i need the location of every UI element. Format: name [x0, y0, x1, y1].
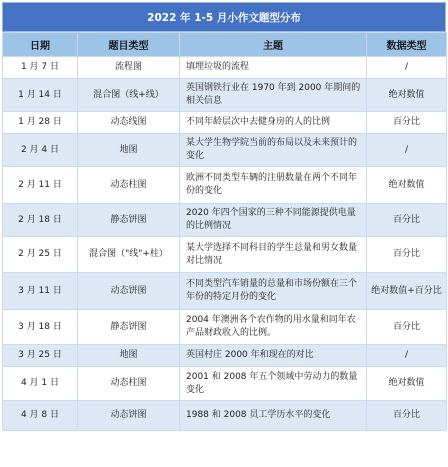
- schedule-document: [2, 2, 446, 465]
- date-cell: 2 月 11 日: [3, 167, 78, 204]
- table-row: [3, 310, 447, 345]
- topic-cell: 2001 和 2008 年五个领域中劳动力的数量变化: [180, 367, 367, 401]
- date-cell: 3 月 18 日: [3, 310, 78, 345]
- date-cell: 1 月 7 日: [3, 57, 78, 79]
- date-cell: 4 月 8 日: [3, 401, 78, 431]
- table-row: [3, 345, 447, 367]
- header-type: 题目类型: [78, 33, 180, 57]
- table-title: 2022 年 1-5 月小作文题型分布: [2, 2, 446, 32]
- table-row: [3, 134, 447, 167]
- type-cell: 静态饼图: [78, 310, 180, 345]
- table-row: [3, 57, 447, 79]
- type-cell: 地图: [78, 134, 180, 167]
- table-row: [3, 401, 447, 431]
- topic-cell: 英国村庄 2000 年和现在的对比: [180, 345, 367, 367]
- topic-cell: 某大学生物学院当前的布局以及未来预计的变化: [180, 134, 367, 167]
- data-type-cell: 绝对数值: [367, 79, 447, 112]
- type-cell: 静态饼图: [78, 204, 180, 237]
- data-type-cell: /: [367, 57, 447, 79]
- date-cell: 3 月 11 日: [3, 273, 78, 310]
- type-cell: 动态柱图: [78, 367, 180, 401]
- date-cell: 2 月 4 日: [3, 134, 78, 167]
- table-row: [3, 167, 447, 204]
- type-cell: 动态饼图: [78, 401, 180, 431]
- data-type-cell: /: [367, 345, 447, 367]
- date-cell: 4 月 1 日: [3, 367, 78, 401]
- topic-cell: 某大学选择不同科目的学生总量和男女数量对比情况: [180, 237, 367, 273]
- date-cell: 1 月 28 日: [3, 112, 78, 134]
- topic-cell: 不同类型汽车销量的总量和市场份额在三个年份的特定月份的变化: [180, 273, 367, 310]
- header-topic: 主题: [180, 33, 367, 57]
- type-cell: 混合图（"线"+柱）: [78, 237, 180, 273]
- data-type-cell: 绝对数值: [367, 367, 447, 401]
- data-type-cell: 绝对数值+百分比: [367, 273, 447, 310]
- table-row: [3, 112, 447, 134]
- data-type-cell: 百分比: [367, 112, 447, 134]
- table-row: [3, 204, 447, 237]
- topic-cell: 2004 年澳洲各个农作物的用水量和同年农产品财政收入的比例。: [180, 310, 367, 345]
- type-cell: 混合图（线+线）: [78, 79, 180, 112]
- date-cell: 2 月 25 日: [3, 237, 78, 273]
- topic-cell: 不同年龄层次中去健身房的人的比例: [180, 112, 367, 134]
- type-cell: 动态饼图: [78, 273, 180, 310]
- data-type-cell: 百分比: [367, 310, 447, 345]
- type-cell: 动态线图: [78, 112, 180, 134]
- topic-cell: 填埋垃圾的流程: [180, 57, 367, 79]
- topic-cell: 1988 和 2008 员工学历水平的变化: [180, 401, 367, 431]
- type-cell: 动态柱图: [78, 167, 180, 204]
- type-cell: 流程图: [78, 57, 180, 79]
- type-cell: 地图: [78, 345, 180, 367]
- data-type-cell: 百分比: [367, 237, 447, 273]
- table-row: [3, 79, 447, 112]
- header-data-type: 数据类型: [367, 33, 447, 57]
- data-type-cell: 百分比: [367, 401, 447, 431]
- table-row: [3, 273, 447, 310]
- header-row: [3, 33, 447, 57]
- header-date: 日期: [3, 33, 78, 57]
- date-cell: 1 月 14 日: [3, 79, 78, 112]
- data-type-cell: 绝对数值: [367, 167, 447, 204]
- data-type-cell: 百分比: [367, 204, 447, 237]
- topic-cell: 英国钢铁行业在 1970 年到 2000 年期间的相关信息: [180, 79, 367, 112]
- table-row: [3, 237, 447, 273]
- date-cell: 2 月 18 日: [3, 204, 78, 237]
- topic-cell: 2020 年四个国家的三种不同能源提供电量的比例情况: [180, 204, 367, 237]
- topic-cell: 欧洲不同类型车辆的注册数量在两个不同年份的变化: [180, 167, 367, 204]
- table-row: [3, 367, 447, 401]
- data-type-cell: /: [367, 134, 447, 167]
- topic-distribution-table: [2, 32, 447, 431]
- date-cell: 3 月 25 日: [3, 345, 78, 367]
